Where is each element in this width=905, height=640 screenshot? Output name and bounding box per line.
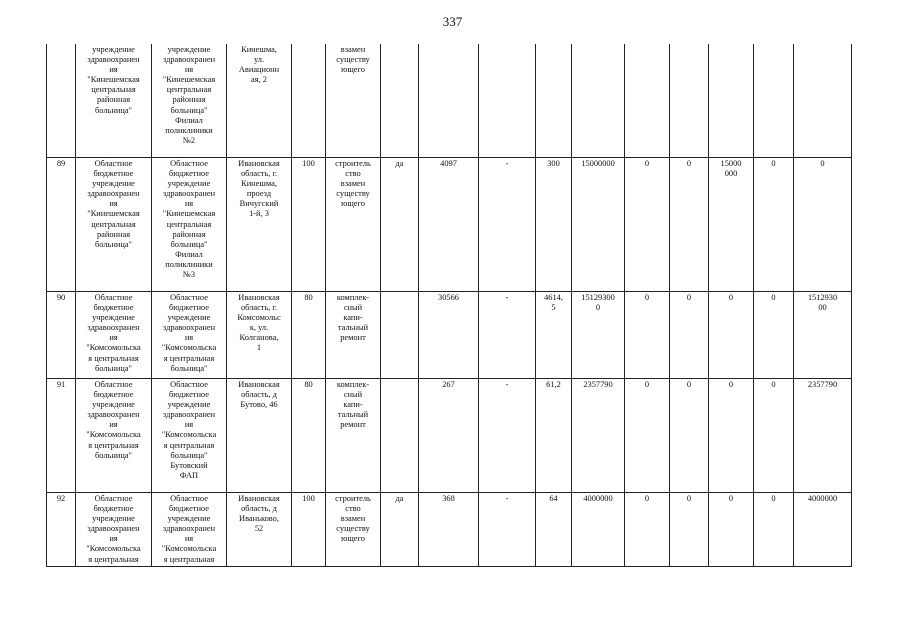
land-area-cell — [419, 292, 479, 379]
facility-name-cell — [152, 493, 227, 567]
address-cell — [227, 44, 292, 158]
row-number-cell-text: 89 — [56, 159, 66, 168]
year-4-cell-text: 0 — [771, 159, 776, 168]
year-5-cell-text: 1512930 00 — [807, 293, 838, 313]
work-type-cell-text: комплек- сный капи- тальный ремонт — [336, 380, 370, 430]
year-4-cell-text: 0 — [771, 380, 776, 389]
owner-institution-cell — [76, 493, 152, 567]
row-number-cell — [47, 158, 76, 292]
work-type-cell — [326, 44, 381, 158]
row-number-cell-text: 90 — [56, 293, 66, 302]
land-area-cell — [419, 379, 479, 493]
owner-institution-cell-text: Областное бюджетное учреждение здравоохранен ия "Комсомольска я центральная больница" — [86, 293, 141, 373]
owner-institution-cell — [76, 44, 152, 158]
year-4-cell — [754, 44, 794, 158]
row-number-cell — [47, 493, 76, 567]
work-type-cell-text: взамен существу ющего — [336, 45, 370, 75]
year-5-cell-text: 0 — [820, 159, 825, 168]
page-number: 337 — [442, 14, 463, 29]
row-number-cell-text: 92 — [56, 494, 66, 503]
total-cost-cell-text: 2357790 — [583, 380, 613, 389]
year-1-cell-text: 0 — [644, 494, 650, 503]
facility-name-cell-text: Областное бюджетное учреждение здравоохранен ия "Комсомольска я центральная — [161, 494, 217, 564]
year-4-cell — [754, 158, 794, 292]
year-4-cell — [754, 493, 794, 567]
work-type-cell — [326, 493, 381, 567]
dash-cell — [479, 379, 536, 493]
building-area-cell-text: 300 — [547, 159, 560, 168]
address-cell — [227, 379, 292, 493]
table-body — [47, 44, 852, 567]
table-row — [47, 158, 852, 292]
year-1-cell — [625, 44, 670, 158]
work-type-cell-text: строитель ство взамен существу ющего — [335, 494, 371, 544]
year-2-cell-text: 0 — [686, 159, 692, 168]
building-area-cell — [536, 379, 572, 493]
owner-institution-cell-text: Областное бюджетное учреждение здравоохранен ия "Комсомольска я центральная больница" — [86, 380, 141, 460]
dash-cell-text: - — [505, 380, 509, 389]
building-area-cell — [536, 44, 572, 158]
wear-percent-cell-text: 100 — [302, 494, 315, 503]
year-5-cell — [794, 493, 852, 567]
facility-name-cell-text: Областное бюджетное учреждение здравоохранен ия "Комсомольска я центральная больница" — [161, 293, 217, 373]
row-number-cell — [47, 292, 76, 379]
total-cost-cell — [572, 379, 625, 493]
total-cost-cell — [572, 292, 625, 379]
building-area-cell — [536, 292, 572, 379]
row-number-cell-text: 91 — [56, 380, 66, 389]
table-row — [47, 44, 852, 158]
work-type-cell — [326, 292, 381, 379]
land-area-cell — [419, 493, 479, 567]
year-4-cell-text: 0 — [771, 494, 776, 503]
building-area-cell-text: 61,2 — [546, 380, 561, 389]
facility-name-cell-text: Областное бюджетное учреждение здравоохранен ия "Комсомольска я центральная больница" Бутовский ФАП — [161, 380, 217, 480]
dash-cell — [479, 292, 536, 379]
building-area-cell — [536, 493, 572, 567]
owner-institution-cell-text: Областное бюджетное учреждение здравоохранен ия "Кинешемская центральная районная больница" — [87, 159, 140, 249]
year-3-cell — [709, 158, 754, 292]
documentation-cell — [381, 292, 419, 379]
dash-cell — [479, 44, 536, 158]
year-5-cell — [794, 158, 852, 292]
facility-name-cell-text: Областное бюджетное учреждение здравоохранен ия "Кинешемская центральная районная больница" Филиал поликлиники №3 — [162, 159, 216, 280]
owner-institution-cell-text: учреждение здравоохранен ия "Кинешемская центральная районная больница" — [87, 45, 140, 115]
year-3-cell — [709, 292, 754, 379]
documentation-cell-text: да — [395, 159, 404, 168]
year-2-cell — [670, 158, 709, 292]
year-5-cell — [794, 44, 852, 158]
year-2-cell — [670, 493, 709, 567]
owner-institution-cell — [76, 379, 152, 493]
year-3-cell — [709, 379, 754, 493]
table-row — [47, 292, 852, 379]
total-cost-cell — [572, 158, 625, 292]
wear-percent-cell-text: 80 — [304, 293, 313, 302]
facilities-table — [46, 44, 852, 567]
year-1-cell-text: 0 — [644, 293, 650, 302]
total-cost-cell — [572, 44, 625, 158]
wear-percent-cell — [292, 158, 326, 292]
address-cell — [227, 292, 292, 379]
year-5-cell-text: 4000000 — [807, 494, 838, 503]
land-area-cell — [419, 44, 479, 158]
work-type-cell — [326, 158, 381, 292]
year-5-cell — [794, 292, 852, 379]
owner-institution-cell — [76, 158, 152, 292]
land-area-cell-text: 4097 — [440, 159, 457, 168]
table-row — [47, 379, 852, 493]
work-type-cell — [326, 379, 381, 493]
work-type-cell-text: комплек- сный капи- тальный ремонт — [336, 293, 370, 343]
building-area-cell-text: 4614, 5 — [544, 293, 563, 313]
year-3-cell — [709, 44, 754, 158]
address-cell — [227, 493, 292, 567]
owner-institution-cell-text: Областное бюджетное учреждение здравоохранен ия "Комсомольска я центральная — [86, 494, 141, 564]
year-2-cell-text: 0 — [686, 494, 692, 503]
facility-name-cell-text: учреждение здравоохранен ия "Кинешемская центральная районная больница" Филиал поликлиники №2 — [162, 45, 216, 145]
documentation-cell — [381, 158, 419, 292]
documentation-cell — [381, 493, 419, 567]
year-4-cell-text: 0 — [771, 293, 776, 302]
owner-institution-cell — [76, 292, 152, 379]
year-2-cell-text: 0 — [686, 380, 692, 389]
year-2-cell — [670, 379, 709, 493]
work-type-cell-text: строитель ство взамен существу ющего — [335, 159, 371, 209]
land-area-cell-text: 267 — [442, 380, 455, 389]
year-1-cell — [625, 158, 670, 292]
table-row — [47, 493, 852, 567]
year-3-cell-text: 15000 000 — [720, 159, 742, 179]
year-1-cell-text: 0 — [644, 159, 650, 168]
year-3-cell-text: 0 — [728, 380, 734, 389]
wear-percent-cell — [292, 379, 326, 493]
year-2-cell — [670, 292, 709, 379]
address-cell-text: Ивановская область, г. Комсомольс к, ул. Колганова, 1 — [237, 293, 281, 353]
year-1-cell — [625, 379, 670, 493]
year-4-cell — [754, 292, 794, 379]
row-number-cell — [47, 379, 76, 493]
land-area-cell-text: 30566 — [438, 293, 459, 302]
year-3-cell-text: 0 — [728, 494, 734, 503]
address-cell-text: Ивановская область, г. Кинешма, проезд Вичугский 1-й, 3 — [238, 159, 280, 219]
address-cell-text: Кинешма, ул. Авиационн ая, 2 — [238, 45, 280, 85]
year-3-cell — [709, 493, 754, 567]
facility-name-cell — [152, 158, 227, 292]
year-2-cell-text: 0 — [686, 293, 692, 302]
documentation-cell — [381, 379, 419, 493]
documentation-cell-text: да — [395, 494, 404, 503]
year-4-cell — [754, 379, 794, 493]
facility-name-cell — [152, 44, 227, 158]
dash-cell — [479, 493, 536, 567]
land-area-cell-text: 368 — [442, 494, 455, 503]
year-2-cell — [670, 44, 709, 158]
building-area-cell-text: 64 — [549, 494, 558, 503]
year-1-cell — [625, 292, 670, 379]
dash-cell-text: - — [505, 293, 509, 302]
wear-percent-cell-text: 100 — [302, 159, 315, 168]
wear-percent-cell — [292, 44, 326, 158]
dash-cell-text: - — [505, 494, 509, 503]
land-area-cell — [419, 158, 479, 292]
row-number-cell — [47, 44, 76, 158]
total-cost-cell-text: 4000000 — [583, 494, 613, 503]
facility-name-cell — [152, 292, 227, 379]
dash-cell — [479, 158, 536, 292]
year-5-cell — [794, 379, 852, 493]
total-cost-cell-text: 15129300 0 — [581, 293, 615, 313]
year-1-cell-text: 0 — [644, 380, 650, 389]
building-area-cell — [536, 158, 572, 292]
address-cell-text: Ивановская область, д Бутово, 46 — [238, 380, 280, 410]
address-cell-text: Ивановская область, д Иваньково, 52 — [238, 494, 280, 534]
address-cell — [227, 158, 292, 292]
documentation-cell — [381, 44, 419, 158]
wear-percent-cell-text: 80 — [304, 380, 313, 389]
total-cost-cell-text: 15000000 — [581, 159, 615, 168]
year-1-cell — [625, 493, 670, 567]
total-cost-cell — [572, 493, 625, 567]
dash-cell-text: - — [505, 159, 509, 168]
year-3-cell-text: 0 — [728, 293, 734, 302]
year-5-cell-text: 2357790 — [807, 380, 838, 389]
wear-percent-cell — [292, 493, 326, 567]
facility-name-cell — [152, 379, 227, 493]
wear-percent-cell — [292, 292, 326, 379]
